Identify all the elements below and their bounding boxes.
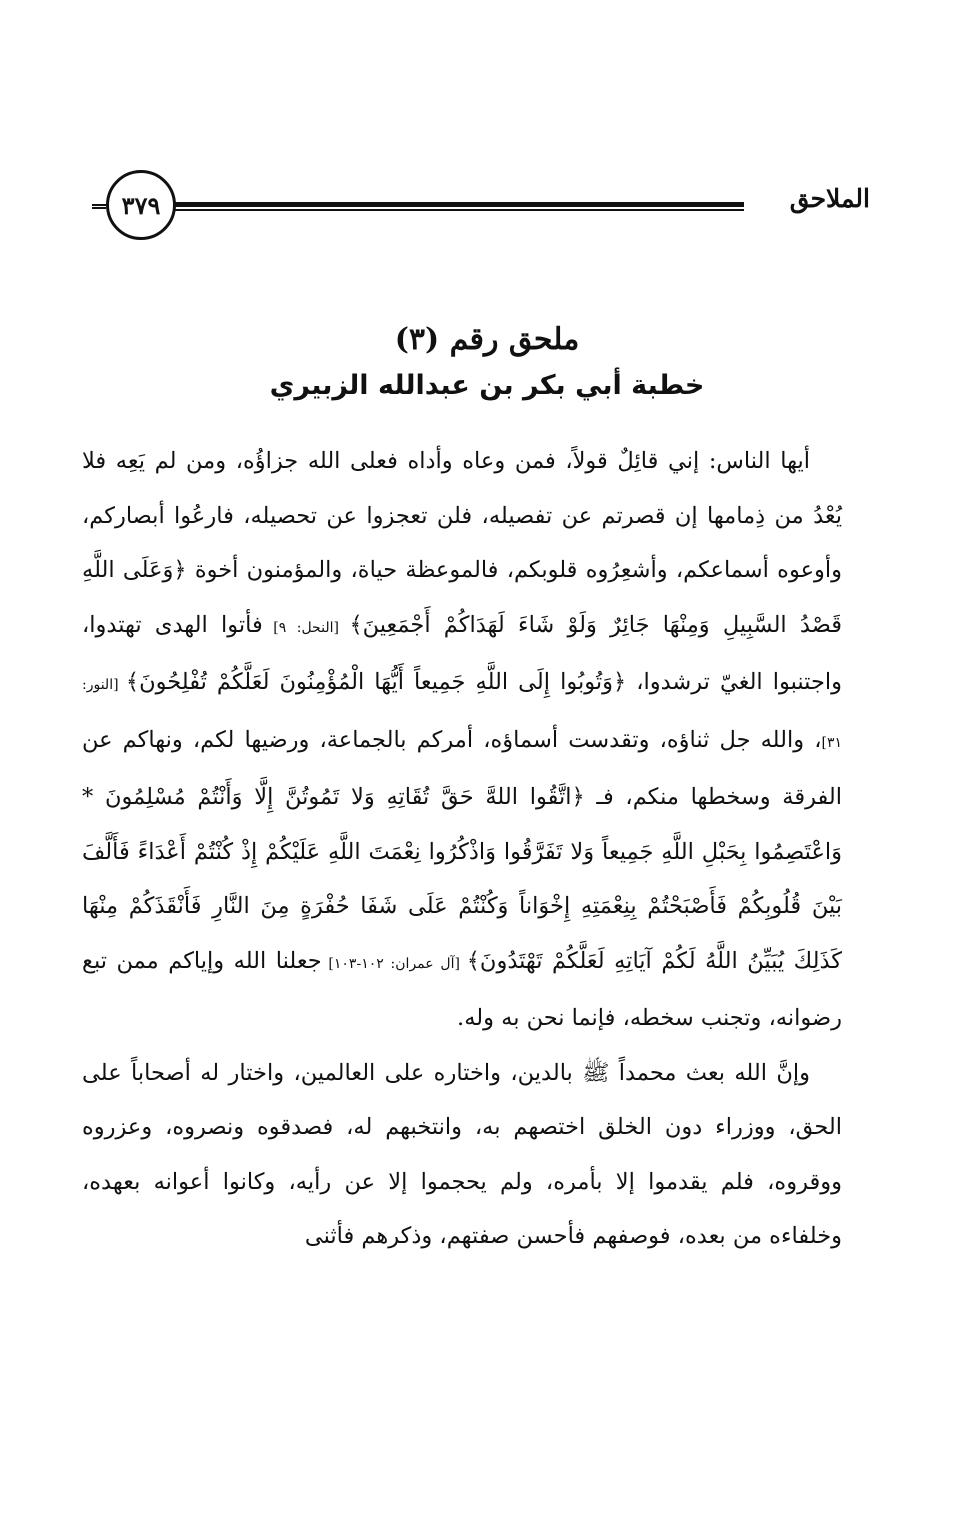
quran-verse: ﴿وَتُوبُوا إِلَى اللَّهِ جَمِيعاً أَيُّهَا الْمُؤْمِنُونَ لَعَلَّكُمْ تُفْلِحُونَ﴾ (125, 669, 627, 695)
text-segment: فأتوا الهدى تهتدوا، واجتنبوا الغيّ ترشدوا، (82, 611, 842, 695)
text-segment: جعلنا الله وإياكم ممن تبع رضوانه، وتجنب سخطه، فإنما نحن به وله. (82, 947, 842, 1031)
page-header (92, 168, 870, 248)
text-segment: أيها الناس: إني قائِلٌ قولاً، فمن وعاه وأداه فعلى الله جزاؤُه، ومن لم يَعِه فلا يُعْدُ من ذِمامها إن قصرتم عن تفصيله، فلن تعجزوا عن تحصيله، فارعُوا أبصاركم، وأوعوه أسماعكم، وأشعِرُوه قلوبكم، فالموعظة حياة، والمؤمنون أخوة (82, 448, 842, 583)
body-text (82, 434, 842, 1264)
running-head: الملاحق (789, 184, 870, 213)
text-segment: ، والله جل ثناؤه، وتقدست أسماؤه، أمركم بالجماعة، ورضيها لكم، ونهاكم عن الفرقة وسخطها منكم، فـ (82, 726, 842, 810)
quran-verse: ﴿وَعَلَى اللَّهِ قَصْدُ السَّبِيلِ وَمِنْهَا جَائِرٌ وَلَوْ شَاءَ لَهَدَاكُمْ أَجْمَعِينَ﴾ (82, 557, 842, 638)
page-number: ٣٧٩ (106, 170, 176, 240)
verse-citation: [النحل: ٩] (262, 619, 350, 636)
appendix-label: ملحق رقم (٣) (394, 322, 580, 357)
header-rule (174, 202, 744, 211)
paragraph-2 (82, 1046, 842, 1264)
verse-citation: [النور: ٣١] (82, 677, 842, 751)
paragraph-1 (82, 434, 842, 1046)
text-segment: وإنَّ الله بعث محمداً ﷺ بالدين، واختاره على العالمين، واختار له أصحاباً على الحق، ووزراء دون الخلق اختصهم به، وانتخبهم له، فصدقوه ونصروه، وعزروه ووقروه، فلم يقدموا إلا بأمره، ولم يحجموا إلا عن رأيه، وكانوا أعوانه بعهده، وخلفاءه من بعده، فوصفهم فأحسن صفتهم، وذكرهم فأثنى (82, 1059, 842, 1249)
verse-citation: [آل عمران: ١٠٢-١٠٣] (321, 955, 467, 972)
header-rule-left (92, 204, 106, 209)
page-title: خطبة أبي بكر بن عبدالله الزبيري (269, 370, 705, 401)
quran-verse: ﴿اتَّقُوا اللهَّ حَقَّ تُقَاتِهِ وَلا تَمُوتُنَّ إِلَّا وَأَنْتُمْ مُسْلِمُونَ * وَاعْتَصِمُوا بِحَبْلِ اللَّهِ جَمِيعاً وَلا تَفَرَّقُوا وَاذْكُرُوا نِعْمَتَ اللَّهِ عَلَيْكُمْ إِذْ كُنْتُمْ أَعْدَاءً فَأَلَّفَ بَيْنَ قُلُوبِكُمْ فَأَصْبَحْتُمْ بِنِعْمَتِهِ إِخْوَاناً وَكُنْتُمْ عَلَى شَفَا حُفْرَةٍ مِنَ النَّارِ فَأَنْقَذَكُمْ مِنْهَا كَذَلِكَ يُبَيِّنُ اللَّهُ لَكُمْ آيَاتِهِ لَعَلَّكُمْ تَهْتَدُونَ﴾ (82, 784, 843, 974)
